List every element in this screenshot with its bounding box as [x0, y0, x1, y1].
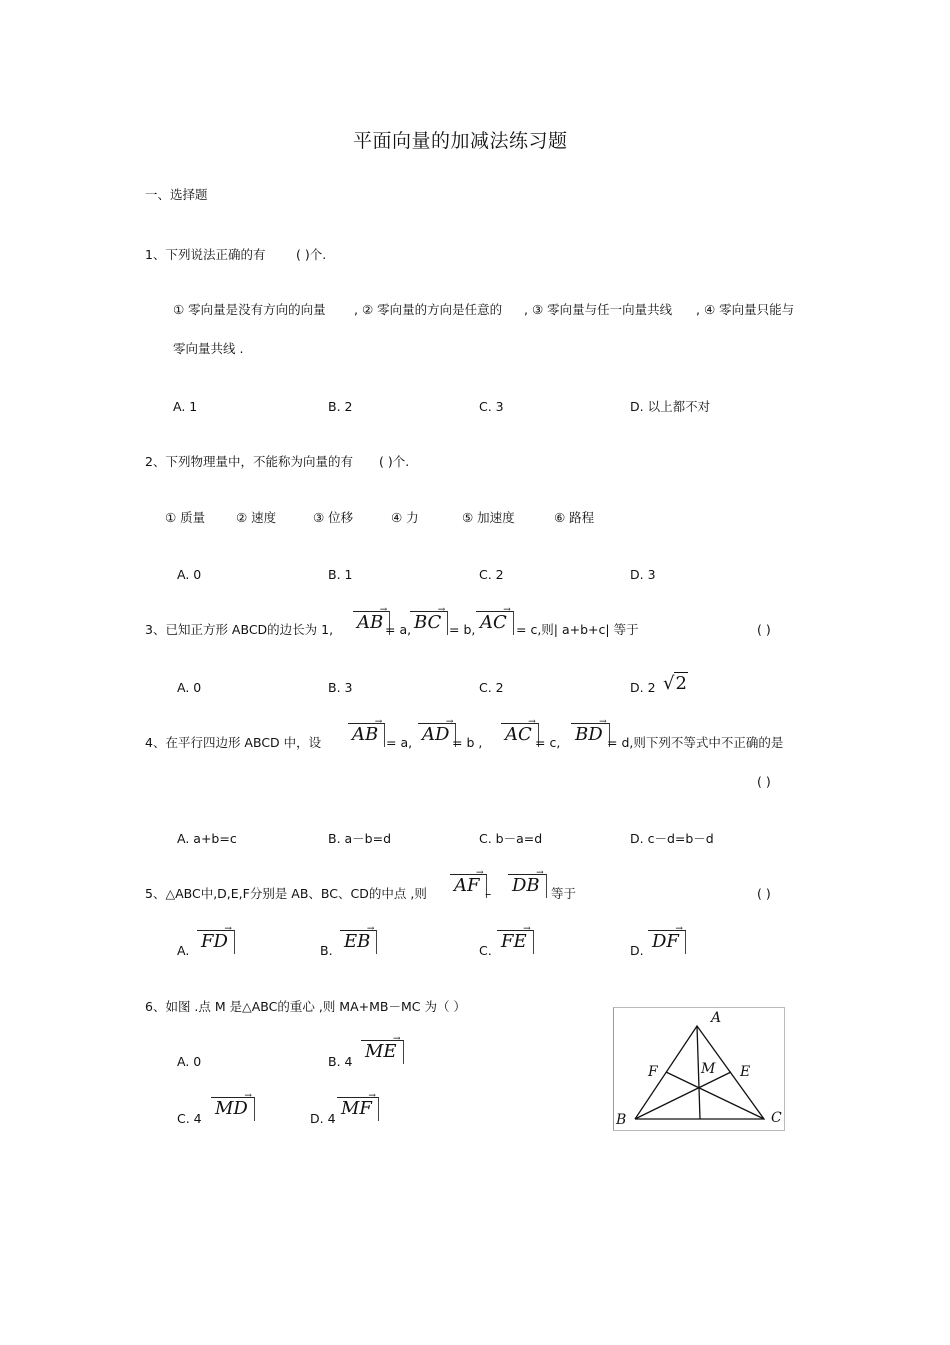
q4-option-a: A. a+b=c [177, 831, 237, 846]
q1-option-b: B. 2 [328, 399, 353, 414]
q1-option-a: A. 1 [173, 399, 198, 414]
q3-eq-a: = a, [385, 622, 412, 637]
q4-eq-a: = a, [386, 735, 413, 750]
vector-ac: AC → [476, 611, 514, 635]
q5-option-b: B. [320, 943, 333, 958]
triangle-diagram [614, 1008, 784, 1130]
vertex-label-b: B [616, 1112, 627, 1128]
vector-af: AF → [450, 874, 487, 898]
q4-option-c: C. b－a=d [479, 831, 543, 846]
q3-option-a: A. 0 [177, 680, 202, 695]
vertex-label-a: A [711, 1010, 722, 1026]
q2-item: ② 速度 [236, 510, 277, 525]
vector-ab: AB → [348, 723, 385, 747]
q1-statement-4-cont: 零向量共线 . [173, 341, 244, 356]
vector-ac: AC → [501, 723, 539, 747]
sqrt-symbol: √2 [663, 673, 687, 694]
q2-option-b: B. 1 [328, 567, 353, 582]
q1-statement-3: , ③ 零向量与任一向量共线 [524, 302, 673, 317]
q1-paren: ( )个. [296, 247, 327, 262]
triangle-figure [613, 1007, 785, 1131]
vector-fd: FD → [197, 930, 235, 954]
vertex-label-c: C [771, 1110, 782, 1126]
point-label-e: E [740, 1064, 751, 1080]
q5-option-c: C. [479, 943, 492, 958]
q2-option-a: A. 0 [177, 567, 202, 582]
q3-eq-c: = c,则| a+b+c| 等于 [516, 622, 639, 637]
vector-me: ME → [361, 1040, 404, 1064]
vector-ab: AB → [353, 611, 390, 635]
point-label-m: M [701, 1061, 716, 1077]
q3-paren: ( ) [757, 622, 771, 637]
vector-bd: BD → [571, 723, 610, 747]
median-a [697, 1026, 700, 1119]
q2-item: ③ 位移 [313, 510, 354, 525]
vector-fe: FE → [497, 930, 534, 954]
q1-option-c: C. 3 [479, 399, 504, 414]
q4-option-b: B. a－b=d [328, 831, 392, 846]
q5-minus: – [485, 886, 492, 901]
q3-option-c: C. 2 [479, 680, 504, 695]
q5-stem: 5、△ABC中,D,E,F分别是 AB、BC、CD的中点 ,则 [145, 886, 427, 901]
q1-stem: 1、下列说法正确的有 [145, 247, 266, 262]
q2-item: ⑥ 路程 [554, 510, 595, 525]
q5-tail: 等于 [551, 886, 577, 901]
q4-option-d: D. c－d=b－d [630, 831, 714, 846]
q3-option-d: D. 2 [630, 680, 656, 695]
q5-option-d: D. [630, 943, 644, 958]
q3-stem: 3、已知正方形 ABCD的边长为 1, [145, 622, 334, 637]
q2-stem: 2、下列物理量中，不能称为向量的有 [145, 454, 353, 469]
q2-paren: ( )个. [379, 454, 410, 469]
vector-eb: EB → [340, 930, 377, 954]
q1-statement-4: , ④ 零向量只能与 [696, 302, 795, 317]
q4-eq-d: = d,则下列不等式中不正确的是 [607, 735, 784, 750]
q2-option-d: D. 3 [630, 567, 656, 582]
vector-db: DB → [508, 874, 547, 898]
q4-eq-c: = c, [535, 735, 561, 750]
q6-option-c: C. 4 [177, 1111, 202, 1126]
q1-statement-2: , ② 零向量的方向是任意的 [354, 302, 503, 317]
q6-option-d: D. 4 [310, 1111, 336, 1126]
q6-stem: 6、如图 .点 M 是△ABC的重心 ,则 MA+MB－MC 为（ ） [145, 999, 466, 1014]
q5-paren: ( ) [757, 886, 771, 901]
q2-option-c: C. 2 [479, 567, 504, 582]
vector-bc: BC → [410, 611, 448, 635]
page-title: 平面向量的加减法练习题 [353, 130, 568, 152]
vector-ad: AD → [418, 723, 456, 747]
q6-option-a: A. 0 [177, 1054, 202, 1069]
q2-item: ④ 力 [391, 510, 419, 525]
sqrt-radicand: 2 [675, 673, 687, 694]
q5-option-a: A. [177, 943, 190, 958]
q1-statement-1: ① 零向量是没有方向的向量 [173, 302, 326, 317]
q3-option-b: B. 3 [328, 680, 353, 695]
q2-item: ① 质量 [165, 510, 206, 525]
vector-df: DF → [648, 930, 686, 954]
q6-option-b: B. 4 [328, 1054, 353, 1069]
point-label-f: F [648, 1064, 658, 1080]
vector-md: MD → [211, 1097, 255, 1121]
q3-eq-b: = b, [449, 622, 476, 637]
q4-stem: 4、在平行四边形 ABCD 中，设 [145, 735, 322, 750]
q4-paren: ( ) [757, 774, 771, 789]
q2-item: ⑤ 加速度 [462, 510, 515, 525]
vector-mf: MF → [337, 1097, 379, 1121]
q4-eq-b: = b , [452, 735, 483, 750]
section-heading: 一、选择题 [145, 187, 208, 202]
q1-option-d: D. 以上都不对 [630, 399, 711, 414]
